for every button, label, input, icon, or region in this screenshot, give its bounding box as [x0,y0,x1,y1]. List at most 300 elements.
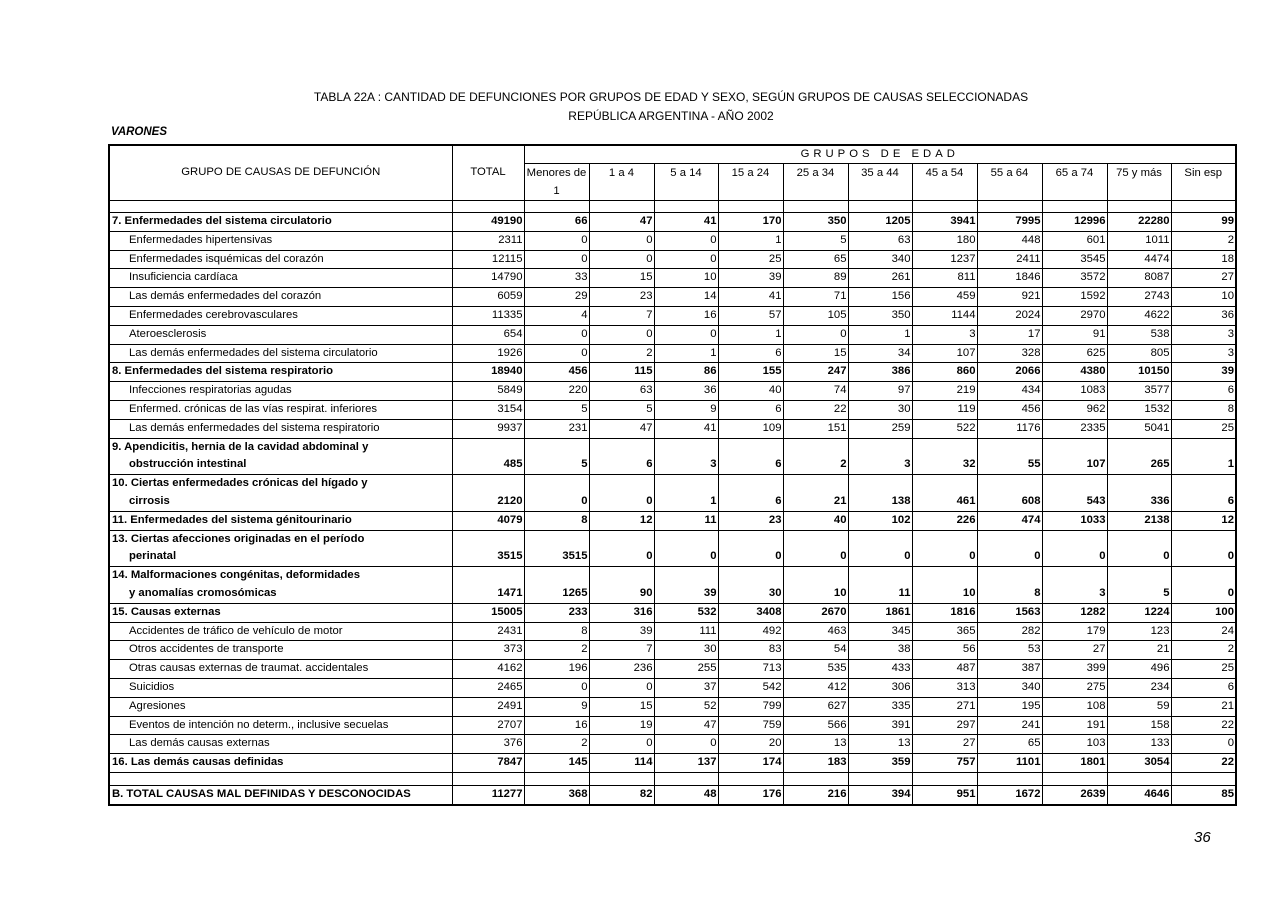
value-cell: 259 [848,419,912,438]
value-cell [783,772,848,785]
value-cell: 3 [1171,325,1236,344]
value-cell: 0 [589,735,654,754]
total-cell: 2311 [452,231,524,250]
value-cell: 811 [912,269,977,288]
value-cell: 191 [1042,716,1107,735]
value-cell: 0 [1107,530,1171,567]
value-cell: 474 [977,511,1042,530]
value-cell: 6 [1171,382,1236,401]
total-cell: 9937 [452,419,524,438]
value-cell [1042,772,1107,785]
value-cell: 282 [977,622,1042,641]
value-cell: 0 [1042,530,1107,567]
value-cell: 1205 [848,213,912,232]
cause-label: Otros accidentes de transporte [109,641,452,660]
value-cell: 1011 [1107,231,1171,250]
value-cell: 108 [1042,697,1107,716]
value-cell: 0 [524,344,589,363]
value-cell: 133 [1107,735,1171,754]
value-cell: 5 [524,438,589,475]
value-cell: 66 [524,213,589,232]
value-cell: 170 [718,213,783,232]
value-cell: 2 [783,438,848,475]
value-cell: 20 [718,735,783,754]
value-cell: 24 [1171,622,1236,641]
header-age-group: 5 a 14 [654,164,718,201]
value-cell: 6 [589,438,654,475]
value-cell: 492 [718,622,783,641]
value-cell: 174 [718,754,783,773]
value-cell: 17 [977,325,1042,344]
header-total: TOTAL [452,145,524,201]
table-title: TABLA 22A : CANTIDAD DE DEFUNCIONES POR GRUPOS DE EDAD Y SEXO, SEGÚN GRUPOS DE CAUSAS SELECCIONADAS [313,90,1029,104]
value-cell: 2 [524,735,589,754]
value-cell: 179 [1042,622,1107,641]
total-cell: 18940 [452,363,524,382]
value-cell: 345 [848,622,912,641]
table-row [109,400,1236,419]
total-cell: 376 [452,735,524,754]
table-row [109,269,1236,288]
value-cell: 2066 [977,363,1042,382]
table-row [109,306,1236,325]
value-cell: 951 [912,785,977,804]
table-row [109,511,1236,530]
value-cell: 27 [1042,641,1107,660]
cause-label: Las demás causas externas [109,735,452,754]
value-cell: 65 [977,735,1042,754]
value-cell: 14 [654,288,718,307]
value-cell: 921 [977,288,1042,307]
value-cell: 538 [1107,325,1171,344]
value-cell: 233 [524,603,589,622]
value-cell: 155 [718,363,783,382]
value-cell: 12996 [1042,213,1107,232]
value-cell: 63 [589,382,654,401]
header-age-group: 25 a 34 [783,164,848,201]
value-cell: 1237 [912,250,977,269]
value-cell: 359 [848,754,912,773]
value-cell: 16 [524,716,589,735]
value-cell: 16 [654,306,718,325]
value-cell: 30 [718,567,783,604]
value-cell [977,772,1042,785]
value-cell: 5041 [1107,419,1171,438]
total-cell: 7847 [452,754,524,773]
cause-label: Eventos de intención no determ., inclusive secuelas [109,716,452,735]
value-cell: 105 [783,306,848,325]
table-row [109,622,1236,641]
cause-label: Insuficiencia cardíaca [109,269,452,288]
page-number: 36 [1194,829,1211,846]
value-cell: 448 [977,231,1042,250]
cause-label [109,438,452,475]
value-cell: 32 [912,438,977,475]
value-cell: 0 [654,325,718,344]
value-cell: 8 [524,622,589,641]
total-cell: 11335 [452,306,524,325]
value-cell: 2411 [977,250,1042,269]
value-cell: 7 [589,306,654,325]
value-cell: 6 [718,438,783,475]
value-cell [848,772,912,785]
value-cell: 3054 [1107,754,1171,773]
cause-label-line2: perinatal [129,550,177,563]
value-cell: 41 [718,288,783,307]
value-cell: 102 [848,511,912,530]
value-cell: 350 [783,213,848,232]
cause-label-line1: 10. Ciertas enfermedades crónicas del hígado y [112,477,368,490]
value-cell: 6 [1171,678,1236,697]
value-cell: 265 [1107,438,1171,475]
value-cell: 65 [783,250,848,269]
cause-label: Las demás enfermedades del sistema respiratorio [109,419,452,438]
cause-label-line2: y anomalías cromosómicas [129,586,277,599]
header-cause: GRUPO DE CAUSAS DE DEFUNCIÓN [109,145,452,201]
total-cell: 2431 [452,622,524,641]
value-cell: 275 [1042,678,1107,697]
table-row [109,382,1236,401]
value-cell: 0 [977,530,1042,567]
value-cell: 48 [654,785,718,804]
value-cell: 0 [848,530,912,567]
value-cell: 532 [654,603,718,622]
value-cell: 137 [654,754,718,773]
value-cell: 40 [783,511,848,530]
value-cell: 39 [718,269,783,288]
value-cell: 89 [783,269,848,288]
value-cell: 10 [912,567,977,604]
cause-label: 16. Las demás causas definidas [109,754,452,773]
value-cell: 261 [848,269,912,288]
value-cell: 83 [718,641,783,660]
value-cell: 3 [1171,344,1236,363]
total-cell: 12115 [452,250,524,269]
table-row [109,530,1236,567]
value-cell: 1 [1171,438,1236,475]
value-cell: 47 [654,716,718,735]
value-cell: 3577 [1107,382,1171,401]
value-cell: 1563 [977,603,1042,622]
value-cell: 496 [1107,660,1171,679]
value-cell: 47 [589,213,654,232]
cause-label: Enfermedades hipertensivas [109,231,452,250]
value-cell: 0 [524,231,589,250]
value-cell: 9 [524,697,589,716]
value-cell: 1 [654,475,718,512]
value-cell: 608 [977,475,1042,512]
total-cell: 2491 [452,697,524,716]
value-cell: 2639 [1042,785,1107,804]
value-cell: 2670 [783,603,848,622]
value-cell: 316 [589,603,654,622]
cause-label: Enfermedades isquémicas del corazón [109,250,452,269]
cause-label: Otras causas externas de traumat. accidentales [109,660,452,679]
table-row [109,678,1236,697]
value-cell: 255 [654,660,718,679]
value-cell: 12 [589,511,654,530]
value-cell: 15 [589,697,654,716]
total-cell: 1926 [452,344,524,363]
value-cell: 226 [912,511,977,530]
value-cell: 8087 [1107,269,1171,288]
value-cell: 9 [654,400,718,419]
value-cell: 4646 [1107,785,1171,804]
value-cell: 2 [524,641,589,660]
value-cell: 313 [912,678,977,697]
cause-label-line1: 13. Ciertas afecciones originadas en el período [112,532,365,545]
total-cell: 14790 [452,269,524,288]
header-age-group: 75 y más [1107,164,1171,201]
value-cell: 805 [1107,344,1171,363]
value-cell: 0 [1171,567,1236,604]
value-cell: 487 [912,660,977,679]
value-cell: 74 [783,382,848,401]
cause-label-line2: cirrosis [129,494,170,507]
value-cell: 0 [912,530,977,567]
value-cell: 1 [718,325,783,344]
value-cell: 97 [848,382,912,401]
value-cell: 368 [524,785,589,804]
value-cell: 10 [783,567,848,604]
cause-label-line1: 14. Malformaciones congénitas, deformidades [112,569,360,582]
table-row [109,363,1236,382]
value-cell: 8 [524,511,589,530]
cause-label: B. TOTAL CAUSAS MAL DEFINIDAS Y DESCONOCIDAS [109,785,452,804]
total-cell: 373 [452,641,524,660]
value-cell: 19 [589,716,654,735]
value-cell: 13 [783,735,848,754]
value-cell: 0 [589,678,654,697]
header-age-group: 65 a 74 [1042,164,1107,201]
value-cell: 111 [654,622,718,641]
value-cell: 3515 [524,530,589,567]
value-cell: 1672 [977,785,1042,804]
value-cell: 463 [783,622,848,641]
header-age-group: 45 a 54 [912,164,977,201]
value-cell: 3572 [1042,269,1107,288]
value-cell: 38 [848,641,912,660]
table-row [109,785,1236,804]
value-cell: 21 [1107,641,1171,660]
cause-label [109,772,452,785]
value-cell: 54 [783,641,848,660]
value-cell: 86 [654,363,718,382]
value-cell: 340 [977,678,1042,697]
total-cell: 1471 [452,567,524,604]
value-cell: 27 [912,735,977,754]
value-cell: 30 [654,641,718,660]
value-cell: 3408 [718,603,783,622]
value-cell: 0 [524,678,589,697]
value-cell: 25 [718,250,783,269]
value-cell: 5 [783,231,848,250]
table-row [109,735,1236,754]
value-cell [912,772,977,785]
value-cell: 340 [848,250,912,269]
value-cell: 5 [524,400,589,419]
cause-label: Ateroesclerosis [109,325,452,344]
value-cell: 18 [1171,250,1236,269]
value-cell: 23 [589,288,654,307]
value-cell: 3 [654,438,718,475]
value-cell: 36 [1171,306,1236,325]
cause-label: Enfermedades cerebrovasculares [109,306,452,325]
total-cell: 5849 [452,382,524,401]
value-cell: 860 [912,363,977,382]
value-cell: 799 [718,697,783,716]
value-cell: 566 [783,716,848,735]
value-cell: 4474 [1107,250,1171,269]
value-cell: 6 [718,400,783,419]
value-cell: 5 [589,400,654,419]
value-cell: 1 [654,344,718,363]
value-cell: 328 [977,344,1042,363]
cause-label: Las demás enfermedades del sistema circulatorio [109,344,452,363]
value-cell: 2 [589,344,654,363]
value-cell: 1083 [1042,382,1107,401]
value-cell: 0 [589,530,654,567]
table-row [109,716,1236,735]
value-cell: 234 [1107,678,1171,697]
value-cell: 11 [848,567,912,604]
value-cell: 55 [977,438,1042,475]
cause-label: Agresiones [109,697,452,716]
total-cell [452,772,524,785]
value-cell: 757 [912,754,977,773]
value-cell: 39 [589,622,654,641]
value-cell: 195 [977,697,1042,716]
cause-label-line2: obstrucción intestinal [129,458,247,471]
value-cell: 306 [848,678,912,697]
value-cell: 1265 [524,567,589,604]
value-cell: 22 [1171,716,1236,735]
value-cell: 12 [1171,511,1236,530]
value-cell: 13 [848,735,912,754]
value-cell: 29 [524,288,589,307]
table-row [109,772,1236,785]
value-cell: 0 [718,530,783,567]
total-cell: 15005 [452,603,524,622]
value-cell: 183 [783,754,848,773]
value-cell: 350 [848,306,912,325]
table-row [109,475,1236,512]
value-cell: 7995 [977,213,1042,232]
value-cell: 433 [848,660,912,679]
value-cell: 100 [1171,603,1236,622]
total-cell: 4162 [452,660,524,679]
value-cell: 0 [589,475,654,512]
table-row [109,697,1236,716]
total-cell: 6059 [452,288,524,307]
value-cell: 15 [589,269,654,288]
value-cell: 6 [718,475,783,512]
value-cell: 4380 [1042,363,1107,382]
table-row [109,250,1236,269]
table-row [109,438,1236,475]
value-cell: 99 [1171,213,1236,232]
value-cell: 219 [912,382,977,401]
value-cell: 2970 [1042,306,1107,325]
value-cell: 387 [977,660,1042,679]
value-cell: 2138 [1107,511,1171,530]
value-cell: 271 [912,697,977,716]
value-cell: 90 [589,567,654,604]
table-row [109,288,1236,307]
value-cell [718,772,783,785]
value-cell: 456 [524,363,589,382]
table-row [109,660,1236,679]
value-cell: 962 [1042,400,1107,419]
value-cell: 1144 [912,306,977,325]
value-cell: 2 [1171,231,1236,250]
value-cell: 2335 [1042,419,1107,438]
value-cell: 0 [524,475,589,512]
sex-label: VARONES [111,126,168,138]
value-cell: 21 [783,475,848,512]
value-cell: 176 [718,785,783,804]
header-age-groups: GRUPOS DE EDAD [524,145,1236,164]
total-cell: 2707 [452,716,524,735]
value-cell: 236 [589,660,654,679]
value-cell: 0 [783,530,848,567]
value-cell: 459 [912,288,977,307]
value-cell: 713 [718,660,783,679]
table-row [109,213,1236,232]
value-cell: 103 [1042,735,1107,754]
cause-label: Enfermed. crónicas de las vías respirat. inferiores [109,400,452,419]
header-age-group: 55 a 64 [977,164,1042,201]
table-row [109,567,1236,604]
header-age-group: Sin esp [1171,164,1236,201]
value-cell: 1282 [1042,603,1107,622]
value-cell: 10 [1171,288,1236,307]
value-cell: 8 [977,567,1042,604]
value-cell: 1 [848,325,912,344]
cause-label: 11. Enfermedades del sistema génitourinario [109,511,452,530]
value-cell: 335 [848,697,912,716]
value-cell: 220 [524,382,589,401]
value-cell: 5 [1107,567,1171,604]
total-cell: 2120 [452,475,524,512]
value-cell: 180 [912,231,977,250]
total-cell: 485 [452,438,524,475]
value-cell: 119 [912,400,977,419]
value-cell: 0 [1171,735,1236,754]
value-cell: 196 [524,660,589,679]
value-cell: 1532 [1107,400,1171,419]
header-age-group: 15 a 24 [718,164,783,201]
value-cell: 2024 [977,306,1042,325]
value-cell: 8 [1171,400,1236,419]
value-cell: 0 [654,231,718,250]
cause-label: 8. Enfermedades del sistema respiratorio [109,363,452,382]
value-cell: 1816 [912,603,977,622]
value-cell: 3545 [1042,250,1107,269]
total-cell: 654 [452,325,524,344]
value-cell: 461 [912,475,977,512]
value-cell: 25 [1171,660,1236,679]
value-cell: 123 [1107,622,1171,641]
total-cell: 2465 [452,678,524,697]
total-cell: 3154 [452,400,524,419]
value-cell: 23 [718,511,783,530]
total-cell: 11277 [452,785,524,804]
table-row [109,603,1236,622]
value-cell: 625 [1042,344,1107,363]
value-cell: 3941 [912,213,977,232]
value-cell: 4622 [1107,306,1171,325]
